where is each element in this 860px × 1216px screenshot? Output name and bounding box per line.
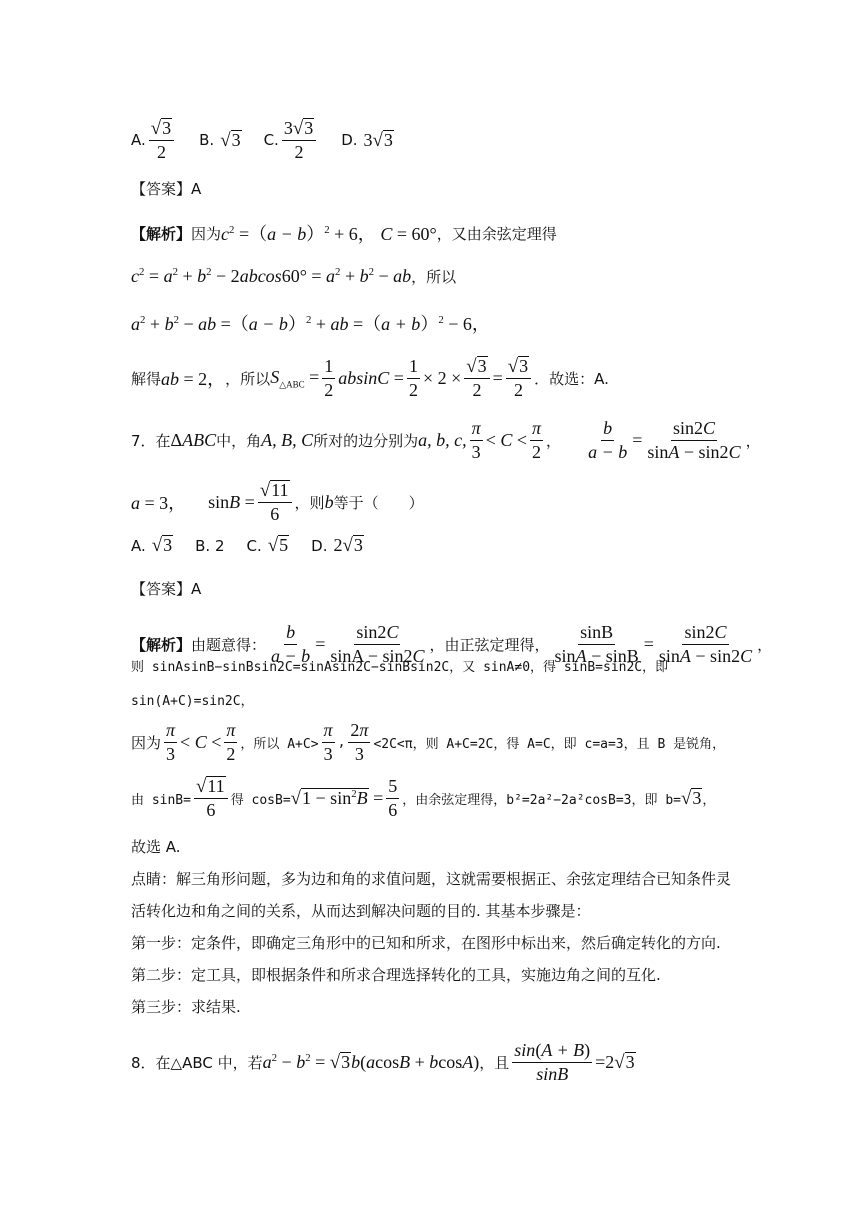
q7-note-line2: 活转化边和角之间的关系，从而达到解决问题的目的. 其基本步骤是： xyxy=(131,902,591,920)
option-b: B. xyxy=(199,131,215,150)
q7-analysis-line1: 【解析】 由题意得： $\frac{b}{a - b}$ = $\frac{\sin 2C}{\sin A - \sin 2C}$ ，由正弦定理得， $\frac{\sin B}{\sin A - \sin B}$ = $\frac{\sin 2C}{\sin A - \sin 2C}$ ， xyxy=(131,622,773,666)
q7-step1: 第一步：定条件，即确定三角形中的已知和所求，在图形中标出来，然后确定转化的方向. xyxy=(131,934,721,952)
q7-conclusion: 故选 A. xyxy=(131,838,181,856)
option-d: D. xyxy=(311,536,328,555)
q6-analysis-line3: $a^2 + b^2$ − ab $=(a - b)^2$ + ab $=(a + b)^2 - 6$， xyxy=(131,314,490,334)
option-c: C. xyxy=(263,131,279,150)
q6-analysis-line4: 解得 ab = 2， ，所以 $S_{\triangle ABC}$ = $\frac{1}{2}$ absinC = $\frac{1}{2}$ × 2 × √ 3 2 = √ 3 2 ．故选：A. xyxy=(131,356,609,400)
option-c: C. xyxy=(246,536,262,555)
q7-stem-line2: a = 3， sinB = √ 11 6 ，则 b 等于（ ） xyxy=(131,480,424,524)
q7-step3: 第三步：求结果. xyxy=(131,998,241,1016)
q7-note-line1: 点睛：解三角形问题，多为边和角的求值问题，这就需要根据正、余弦定理结合已知条件灵 xyxy=(131,870,732,888)
option-a: A. xyxy=(131,131,146,150)
q7-analysis-line4: 因为 $\frac{\pi}{3}$ < C < $\frac{\pi}{2}$ ，所以 A+C> $\frac{\pi}{3}$ , $\frac{2\pi}{3}$ <2C<π，则 A+C=2C，得 A=C，即 c=a=3，且 B 是锐角， xyxy=(131,720,726,764)
q6-answer: 【答案】A xyxy=(131,180,202,198)
option-d: D. xyxy=(341,131,358,150)
q6-options: A. √ 3 2 B. √ 3 C. 3 √ 3 2 D. 3 √ 3 xyxy=(131,118,393,162)
q7-analysis-line5: 由 sinB= √ 11 6 得 cosB= √ $1 - \sin^2B$ = $\frac{5}{6}$ ，由余弦定理得，b²=2a²−2a²cosB=3，即 b= √ 3 ， xyxy=(131,776,716,820)
q6-analysis-line1: 【解析】 因为 $c^2 =(a - b)^2 + 6$， C = 60° ，又由余弦定理得 xyxy=(131,224,557,244)
q7-step2: 第二步：定工具，即根据条件和所求合理选择转化的工具，实施边角之间的互化. xyxy=(131,966,661,984)
q6-analysis-line2: $c^2 = a^2 + b^2 - 2abcos60^\circ = a^2 + b^2$ − ab ，所以 xyxy=(131,266,457,286)
q7-options: A. √ 3 B. 2 C. √ 5 D. 2 √ 3 xyxy=(131,535,363,556)
option-a: A. xyxy=(131,536,146,555)
q8-stem: 8．在△ABC 中，若 $a^2 - b^2$ = √ 3 b(acosB + bcosA) ，且 $\frac{\sin(A + B)}{\sin B}$ =2 √ 3 xyxy=(131,1040,635,1084)
q7-analysis-line3: sin(A+C)=sin2C， xyxy=(131,694,254,709)
q7-analysis-line2: 则 sinAsinB−sinBsin2C=sinAsin2C−sinBsin2C，又 sinA≠0，得 sinB=sin2C，即 xyxy=(131,660,669,675)
q7-answer: 【答案】A xyxy=(131,580,202,598)
q7-stem-line1: 7．在 ΔABC 中，角 A, B, C 所对的边分别为 a, b, c, $\frac{\pi}{3}$ < C < $\frac{\pi}{2}$ ， $\frac{b}{a - b}$ = $\frac{\sin 2C}{\sin A - \sin 2C}$ ， xyxy=(131,418,761,462)
option-b: B. 2 xyxy=(195,536,225,555)
